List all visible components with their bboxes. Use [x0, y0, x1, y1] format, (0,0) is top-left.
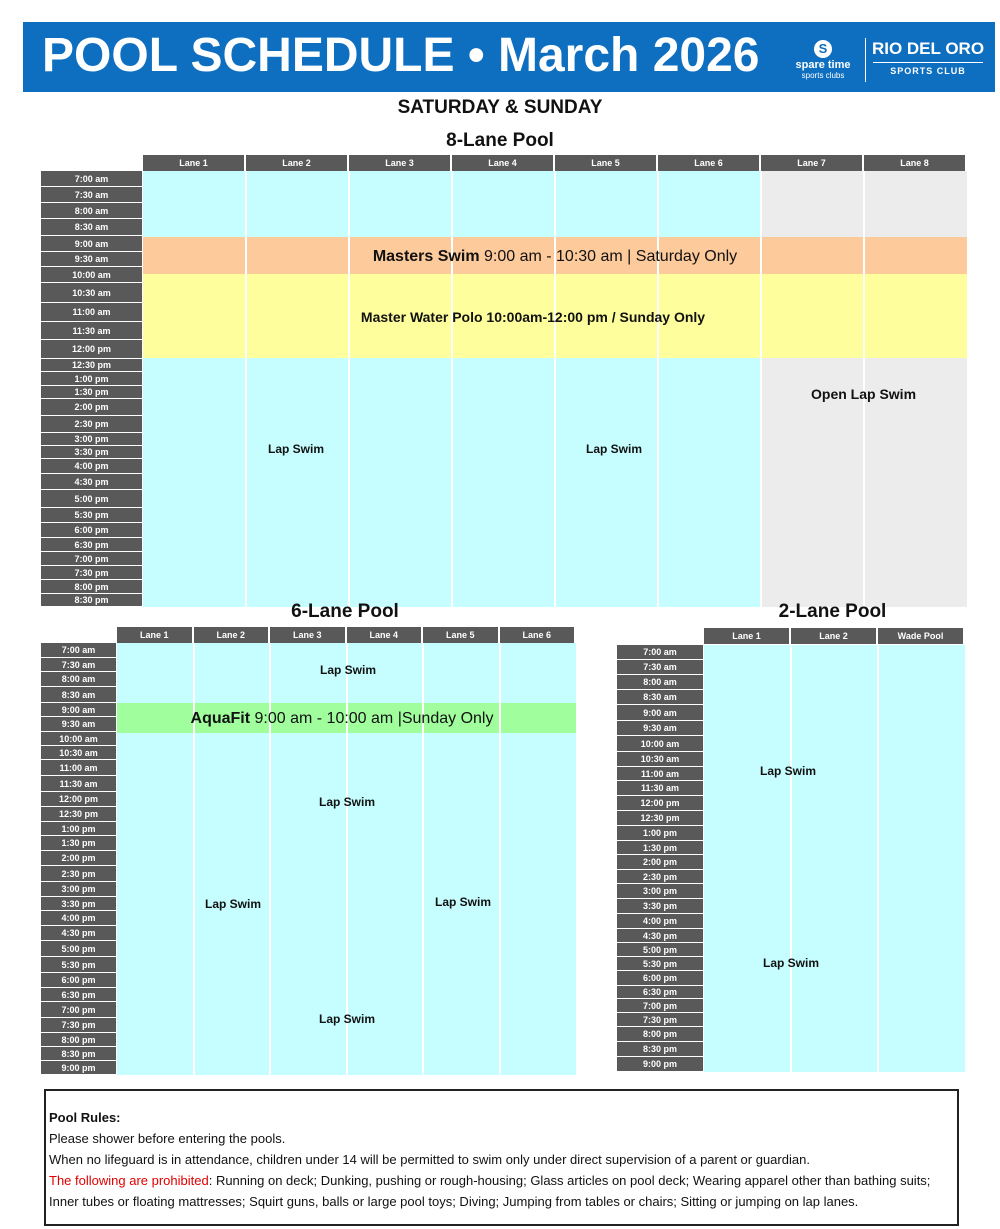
pool2-lap-area [704, 645, 965, 1072]
time-slot-cell: 7:00 pm [617, 999, 703, 1013]
lane-header: Lane 2 [194, 627, 271, 643]
time-slot-cell: 7:00 am [41, 171, 142, 187]
time-slot-cell: 4:30 pm [41, 474, 142, 490]
logo-spare-line1: spare time [795, 59, 851, 71]
time-slot-cell: 8:00 pm [41, 1033, 116, 1047]
pool8-title: 8-Lane Pool [446, 130, 554, 151]
time-slot-cell: 8:30 pm [617, 1042, 703, 1057]
time-slot-cell: 3:30 pm [41, 897, 116, 911]
time-slot-cell: 6:00 pm [617, 971, 703, 986]
lane-header: Lane 1 [143, 155, 246, 171]
pool6-lap-swim-bottom: Lap Swim [319, 1012, 376, 1026]
page-title: POOL SCHEDULE • March 2026 [42, 29, 760, 82]
prohibited-list: : Running on deck; Dunking, pushing or rough-housing; Glass articles on pool deck; Wearing apparel other than bathing suits; Inner tubes or floating mattresses; Squirt guns, balls or large pool toys; Diving; Jumping from tables or chairs; Sitting or jumping on lap lanes. [49, 1173, 931, 1209]
swirl-icon: S [814, 40, 832, 58]
pool8-lap-swim-right: Lap Swim [586, 442, 643, 456]
lane-divider [877, 645, 879, 1072]
time-slot-cell: 10:30 am [41, 746, 116, 760]
lane-divider [657, 171, 659, 607]
time-slot-cell: 6:30 pm [41, 988, 116, 1002]
rules-line-lifeguard: When no lifeguard is in attendance, children under 14 will be permitted to swim only under direct supervision of a parent or guardian. [49, 1152, 810, 1167]
time-slot-cell: 11:00 am [617, 767, 703, 781]
lane-header: Lane 5 [555, 155, 658, 171]
rio-del-oro-logo [869, 38, 987, 77]
masters-swim-time: 9:00 am - 10:30 am | Saturday Only [479, 248, 738, 265]
time-slot-cell: 2:00 pm [41, 851, 116, 866]
time-slot-cell: 9:00 pm [41, 1061, 116, 1075]
time-slot-cell: 12:30 pm [617, 811, 703, 826]
time-slot-cell: 11:00 am [41, 303, 142, 322]
rules-title: Pool Rules: [49, 1110, 121, 1125]
time-slot-cell: 4:00 pm [41, 911, 116, 926]
logo-divider [865, 38, 866, 82]
lane-header: Lane 5 [423, 627, 500, 643]
time-slot-cell: 5:00 pm [41, 490, 142, 508]
time-slot-cell: 9:30 am [617, 721, 703, 736]
time-slot-cell: 2:00 pm [617, 855, 703, 870]
logo-rio-line1: RIO DEL ORO [871, 39, 985, 58]
lane-header: Lane 2 [246, 155, 349, 171]
time-slot-cell: 10:30 am [41, 283, 142, 303]
time-slot-cell: 11:00 am [41, 760, 116, 776]
lane-header: Wade Pool [878, 628, 965, 644]
logo-spare-line2: sports clubs [801, 71, 845, 80]
pool6-lap-swim-right: Lap Swim [435, 895, 492, 909]
time-slot-cell: 10:30 am [617, 752, 703, 767]
time-slot-cell: 12:00 pm [41, 340, 142, 359]
time-slot-cell: 7:00 am [41, 643, 116, 658]
time-slot-cell: 1:00 pm [617, 826, 703, 841]
time-slot-cell: 3:00 pm [41, 433, 142, 446]
pool6-lap-swim-mid: Lap Swim [319, 795, 376, 809]
lane-divider [269, 643, 271, 1075]
time-slot-cell: 1:30 pm [41, 386, 142, 399]
pool2-title: 2-Lane Pool [778, 601, 887, 622]
time-slot-cell: 12:00 pm [41, 792, 116, 807]
time-slot-cell: 7:00 am [617, 645, 703, 660]
pool-rules-box [44, 1089, 959, 1226]
spare-time-logo [788, 36, 858, 86]
time-slot-cell: 8:30 am [41, 687, 116, 703]
lane-header: Lane 2 [791, 628, 878, 644]
pool2-lap-swim-upper: Lap Swim [760, 764, 817, 778]
header-banner [23, 22, 995, 92]
pool8-lap-swim-left: Lap Swim [268, 442, 325, 456]
time-slot-cell: 8:00 am [41, 672, 116, 687]
time-slot-cell: 3:00 pm [617, 884, 703, 899]
water-polo-label: Master Water Polo 10:00am-12:00 pm / Sunday Only [360, 309, 706, 325]
time-slot-cell: 5:00 pm [41, 941, 116, 957]
time-slot-cell: 4:30 pm [617, 929, 703, 943]
time-slot-cell: 4:30 pm [41, 926, 116, 941]
lane-header: Lane 1 [117, 627, 194, 643]
lane-divider [790, 645, 792, 1072]
lane-divider [348, 171, 350, 607]
pool6-lap-swim-top: Lap Swim [320, 663, 377, 677]
time-slot-cell: 5:30 pm [41, 508, 142, 523]
time-slot-cell: 10:00 am [41, 267, 142, 283]
time-slot-cell: 8:00 am [617, 675, 703, 690]
time-slot-cell: 6:00 pm [41, 523, 142, 538]
time-slot-cell: 8:00 pm [617, 1027, 703, 1042]
lane-divider [245, 171, 247, 607]
lane-header: Lane 6 [500, 627, 577, 643]
time-slot-cell: 9:00 am [617, 705, 703, 721]
rules-line-shower: Please shower before entering the pools. [49, 1131, 286, 1146]
time-slot-cell: 11:30 am [617, 781, 703, 796]
time-slot-cell: 4:00 pm [617, 914, 703, 929]
lane-divider [554, 171, 556, 607]
days-heading: SATURDAY & SUNDAY [397, 97, 603, 118]
prohibited-label: The following are prohibited [49, 1173, 209, 1188]
logo-rule [873, 62, 983, 63]
time-slot-cell: 9:00 am [41, 236, 142, 252]
time-slot-cell: 9:30 am [41, 717, 116, 732]
time-slot-cell: 7:30 am [617, 660, 703, 675]
lane-divider [422, 643, 424, 1075]
aquafit-name: AquaFit [190, 710, 251, 727]
time-slot-cell: 8:00 pm [41, 580, 142, 594]
time-slot-cell: 8:30 pm [41, 1047, 116, 1061]
time-slot-cell: 7:30 am [41, 187, 142, 203]
time-slot-cell: 7:30 pm [41, 1018, 116, 1033]
aquafit-label [117, 710, 567, 728]
time-slot-cell: 7:30 pm [617, 1013, 703, 1027]
time-slot-cell: 7:30 am [41, 658, 116, 672]
pool6-lap-swim-left: Lap Swim [205, 897, 262, 911]
time-slot-cell: 8:30 pm [41, 594, 142, 607]
lane-divider [499, 643, 501, 1075]
time-slot-cell: 7:30 pm [41, 566, 142, 580]
time-slot-cell: 1:30 pm [41, 836, 116, 851]
lane-header: Lane 3 [270, 627, 347, 643]
time-slot-cell: 11:30 am [41, 322, 142, 340]
time-slot-cell: 6:30 pm [41, 538, 142, 552]
pool2-lap-swim-lower: Lap Swim [763, 956, 820, 970]
lane-divider [346, 643, 348, 1075]
open-lap-swim-label: Open Lap Swim [811, 386, 917, 402]
time-slot-cell: 5:30 pm [41, 957, 116, 973]
time-slot-cell: 2:00 pm [41, 399, 142, 416]
time-slot-cell: 11:30 am [41, 776, 116, 792]
aquafit-time: 9:00 am - 10:00 am |Sunday Only [250, 710, 494, 727]
lane-header: Lane 7 [761, 155, 864, 171]
time-slot-cell: 2:30 pm [41, 866, 116, 882]
lane-header: Lane 8 [864, 155, 967, 171]
time-slot-cell: 1:00 pm [41, 822, 116, 836]
time-slot-cell: 6:00 pm [41, 973, 116, 988]
time-slot-cell: 7:00 pm [41, 1002, 116, 1018]
time-slot-cell: 3:30 pm [41, 446, 142, 459]
time-slot-cell: 9:30 am [41, 252, 142, 267]
time-slot-cell: 7:00 pm [41, 552, 142, 566]
lane-divider [451, 171, 453, 607]
lane-header: Lane 4 [452, 155, 555, 171]
time-slot-cell: 4:00 pm [41, 459, 142, 474]
time-slot-cell: 6:30 pm [617, 986, 703, 999]
time-slot-cell: 9:00 pm [617, 1057, 703, 1072]
time-slot-cell: 1:30 pm [617, 841, 703, 855]
time-slot-cell: 2:30 pm [41, 416, 142, 433]
masters-swim-name: Masters Swim [372, 248, 480, 265]
pool6-title: 6-Lane Pool [291, 601, 399, 622]
lane-divider [193, 643, 195, 1075]
time-slot-cell: 8:30 am [617, 690, 703, 705]
time-slot-cell: 8:00 am [41, 203, 142, 219]
time-slot-cell: 3:00 pm [41, 882, 116, 897]
time-slot-cell: 12:00 pm [617, 796, 703, 811]
time-slot-cell: 10:00 am [41, 732, 116, 746]
logo-rio-line2: SPORTS CLUB [890, 66, 966, 76]
time-slot-cell: 1:00 pm [41, 372, 142, 386]
time-slot-cell: 8:30 am [41, 219, 142, 236]
lane-divider [760, 171, 762, 607]
time-slot-cell: 5:30 pm [617, 957, 703, 971]
time-slot-cell: 5:00 pm [617, 943, 703, 957]
time-slot-cell: 10:00 am [617, 736, 703, 752]
time-slot-cell: 2:30 pm [617, 870, 703, 884]
time-slot-cell: 3:30 pm [617, 899, 703, 914]
time-slot-cell: 12:30 pm [41, 807, 116, 822]
masters-swim-label [143, 248, 967, 266]
time-slot-cell: 9:00 am [41, 703, 116, 717]
time-slot-cell: 12:30 pm [41, 359, 142, 372]
lane-header: Lane 4 [347, 627, 424, 643]
rules-line-prohibited [49, 1170, 957, 1212]
lane-header: Lane 1 [704, 628, 791, 644]
lane-header: Lane 6 [658, 155, 761, 171]
lane-header: Lane 3 [349, 155, 452, 171]
